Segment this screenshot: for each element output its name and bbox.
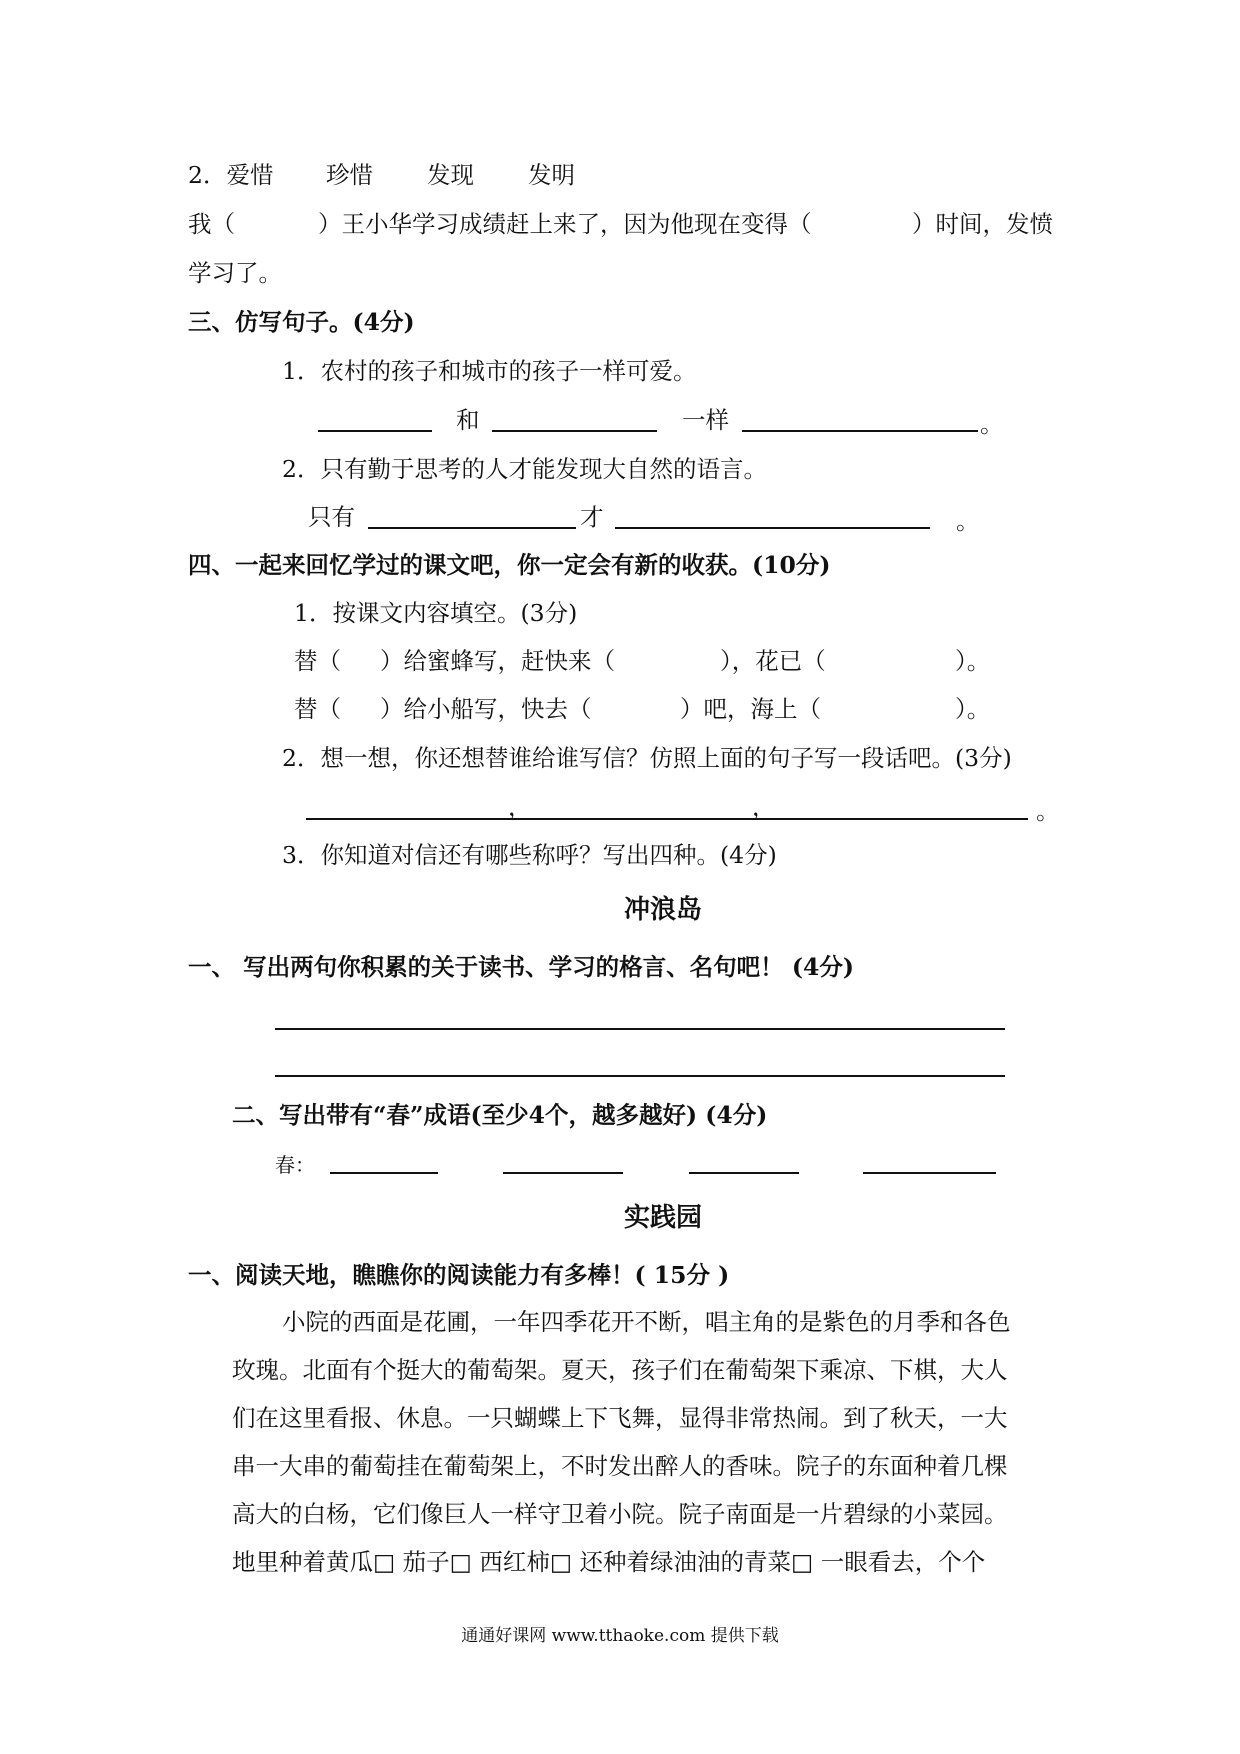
blank-line[interactable]	[318, 430, 432, 432]
recall-line2-b: ）给小船写，快去（	[380, 695, 592, 723]
recall-line1-d: ）。	[955, 647, 991, 675]
practice-q1: 一、阅读天地，瞧瞧你的阅读能力有多棒！( 15分 )	[188, 1261, 730, 1289]
passage-line: 地里种着黄瓜□ 茄子□ 西红柿□ 还种着绿油油的青菜□ 一眼看去，个个	[232, 1548, 986, 1576]
recall-line2-a: 替（	[294, 695, 341, 723]
section-heading-recall: 四、一起来回忆学过的课文吧，你一定会有新的收获。(10分)	[188, 551, 831, 579]
imitate-q2-word-cai: 才	[580, 503, 604, 531]
word-option-2: 珍惜	[326, 161, 373, 189]
blank-line[interactable]	[275, 1028, 1005, 1030]
blank-line[interactable]	[863, 1172, 996, 1174]
sentence-part-3: ）时间，发愤	[912, 210, 1053, 238]
section-heading-imitate: 三、仿写句子。(4分)	[188, 308, 415, 336]
recall-q2: 2．想一想，你还想替谁给谁写信？仿照上面的句子写一段话吧。(3分)	[282, 744, 1012, 772]
surf-q1: 一、 写出两句你积累的关于读书、学习的格言、名句吧！ (4分)	[188, 953, 854, 981]
recall-q2-comma-1: ，	[508, 793, 532, 821]
blank-line[interactable]	[306, 818, 1028, 820]
blank-line[interactable]	[368, 527, 576, 529]
word-option-3: 发现	[427, 161, 474, 189]
word-option-1: 2．爱惜	[188, 161, 274, 189]
passage-line: 玫瑰。北面有个挺大的葡萄架。夏天，孩子们在葡萄架下乘凉、下棋，大人	[232, 1356, 1008, 1384]
blank-line[interactable]	[275, 1075, 1005, 1077]
page-footer: 通通好课网 www.tthaoke.com 提供下载	[461, 1626, 779, 1646]
recall-q2-period: 。	[1036, 797, 1060, 825]
section-title-surf-island: 冲浪岛	[624, 895, 703, 925]
recall-line1-b: ）给蜜蜂写，赶快来（	[380, 647, 615, 675]
word-option-4: 发明	[528, 161, 575, 189]
sentence-part-2: ）王小华学习成绩赶上来了，因为他现在变得（	[318, 210, 812, 238]
imitate-q1-word-yiyang: 一样	[682, 406, 729, 434]
imitate-q1-word-he: 和	[456, 406, 480, 434]
sentence-part-1: 我（	[188, 210, 235, 238]
imitate-q2-word-zhiyou: 只有	[308, 503, 355, 531]
surf-q2: 二、写出带有“春”成语(至少4个，越多越好) (4分)	[232, 1101, 768, 1129]
imitate-q2-period: 。	[956, 507, 980, 535]
recall-q2-comma-2: ，	[752, 793, 776, 821]
recall-q1: 1．按课文内容填空。(3分)	[294, 599, 578, 627]
passage-line: 们在这里看报、休息。一只蝴蝶上下飞舞，显得非常热闹。到了秋天，一大	[232, 1404, 1008, 1432]
recall-line1-a: 替（	[294, 647, 341, 675]
sentence-line-2: 学习了。	[188, 259, 282, 287]
passage-line: 高大的白杨，它们像巨人一样守卫着小院。院子南面是一片碧绿的小菜园。	[232, 1500, 1008, 1528]
blank-line[interactable]	[615, 527, 930, 529]
section-title-practice: 实践园	[624, 1203, 703, 1233]
recall-line2-c: ）吧，海上（	[680, 695, 821, 723]
blank-line[interactable]	[689, 1172, 799, 1174]
imitate-q2: 2．只有勤于思考的人才能发现大自然的语言。	[282, 455, 767, 483]
blank-line[interactable]	[503, 1172, 623, 1174]
recall-q3: 3．你知道对信还有哪些称呼？写出四种。(4分)	[282, 841, 777, 869]
imitate-q1: 1．农村的孩子和城市的孩子一样可爱。	[282, 357, 697, 385]
blank-line[interactable]	[492, 430, 657, 432]
imitate-q1-period: 。	[980, 410, 1004, 438]
recall-line2-d: ）。	[955, 695, 991, 723]
blank-line[interactable]	[742, 430, 978, 432]
recall-line1-c: ），花已（	[720, 647, 826, 675]
passage-line: 小院的西面是花圃，一年四季花开不断，唱主角的是紫色的月季和各色	[282, 1308, 1011, 1336]
passage-line: 串一大串的葡萄挂在葡萄架上，不时发出醉人的香味。院子的东面种着几棵	[232, 1452, 1008, 1480]
blank-line[interactable]	[330, 1172, 438, 1174]
spring-label: 春：	[275, 1153, 315, 1177]
